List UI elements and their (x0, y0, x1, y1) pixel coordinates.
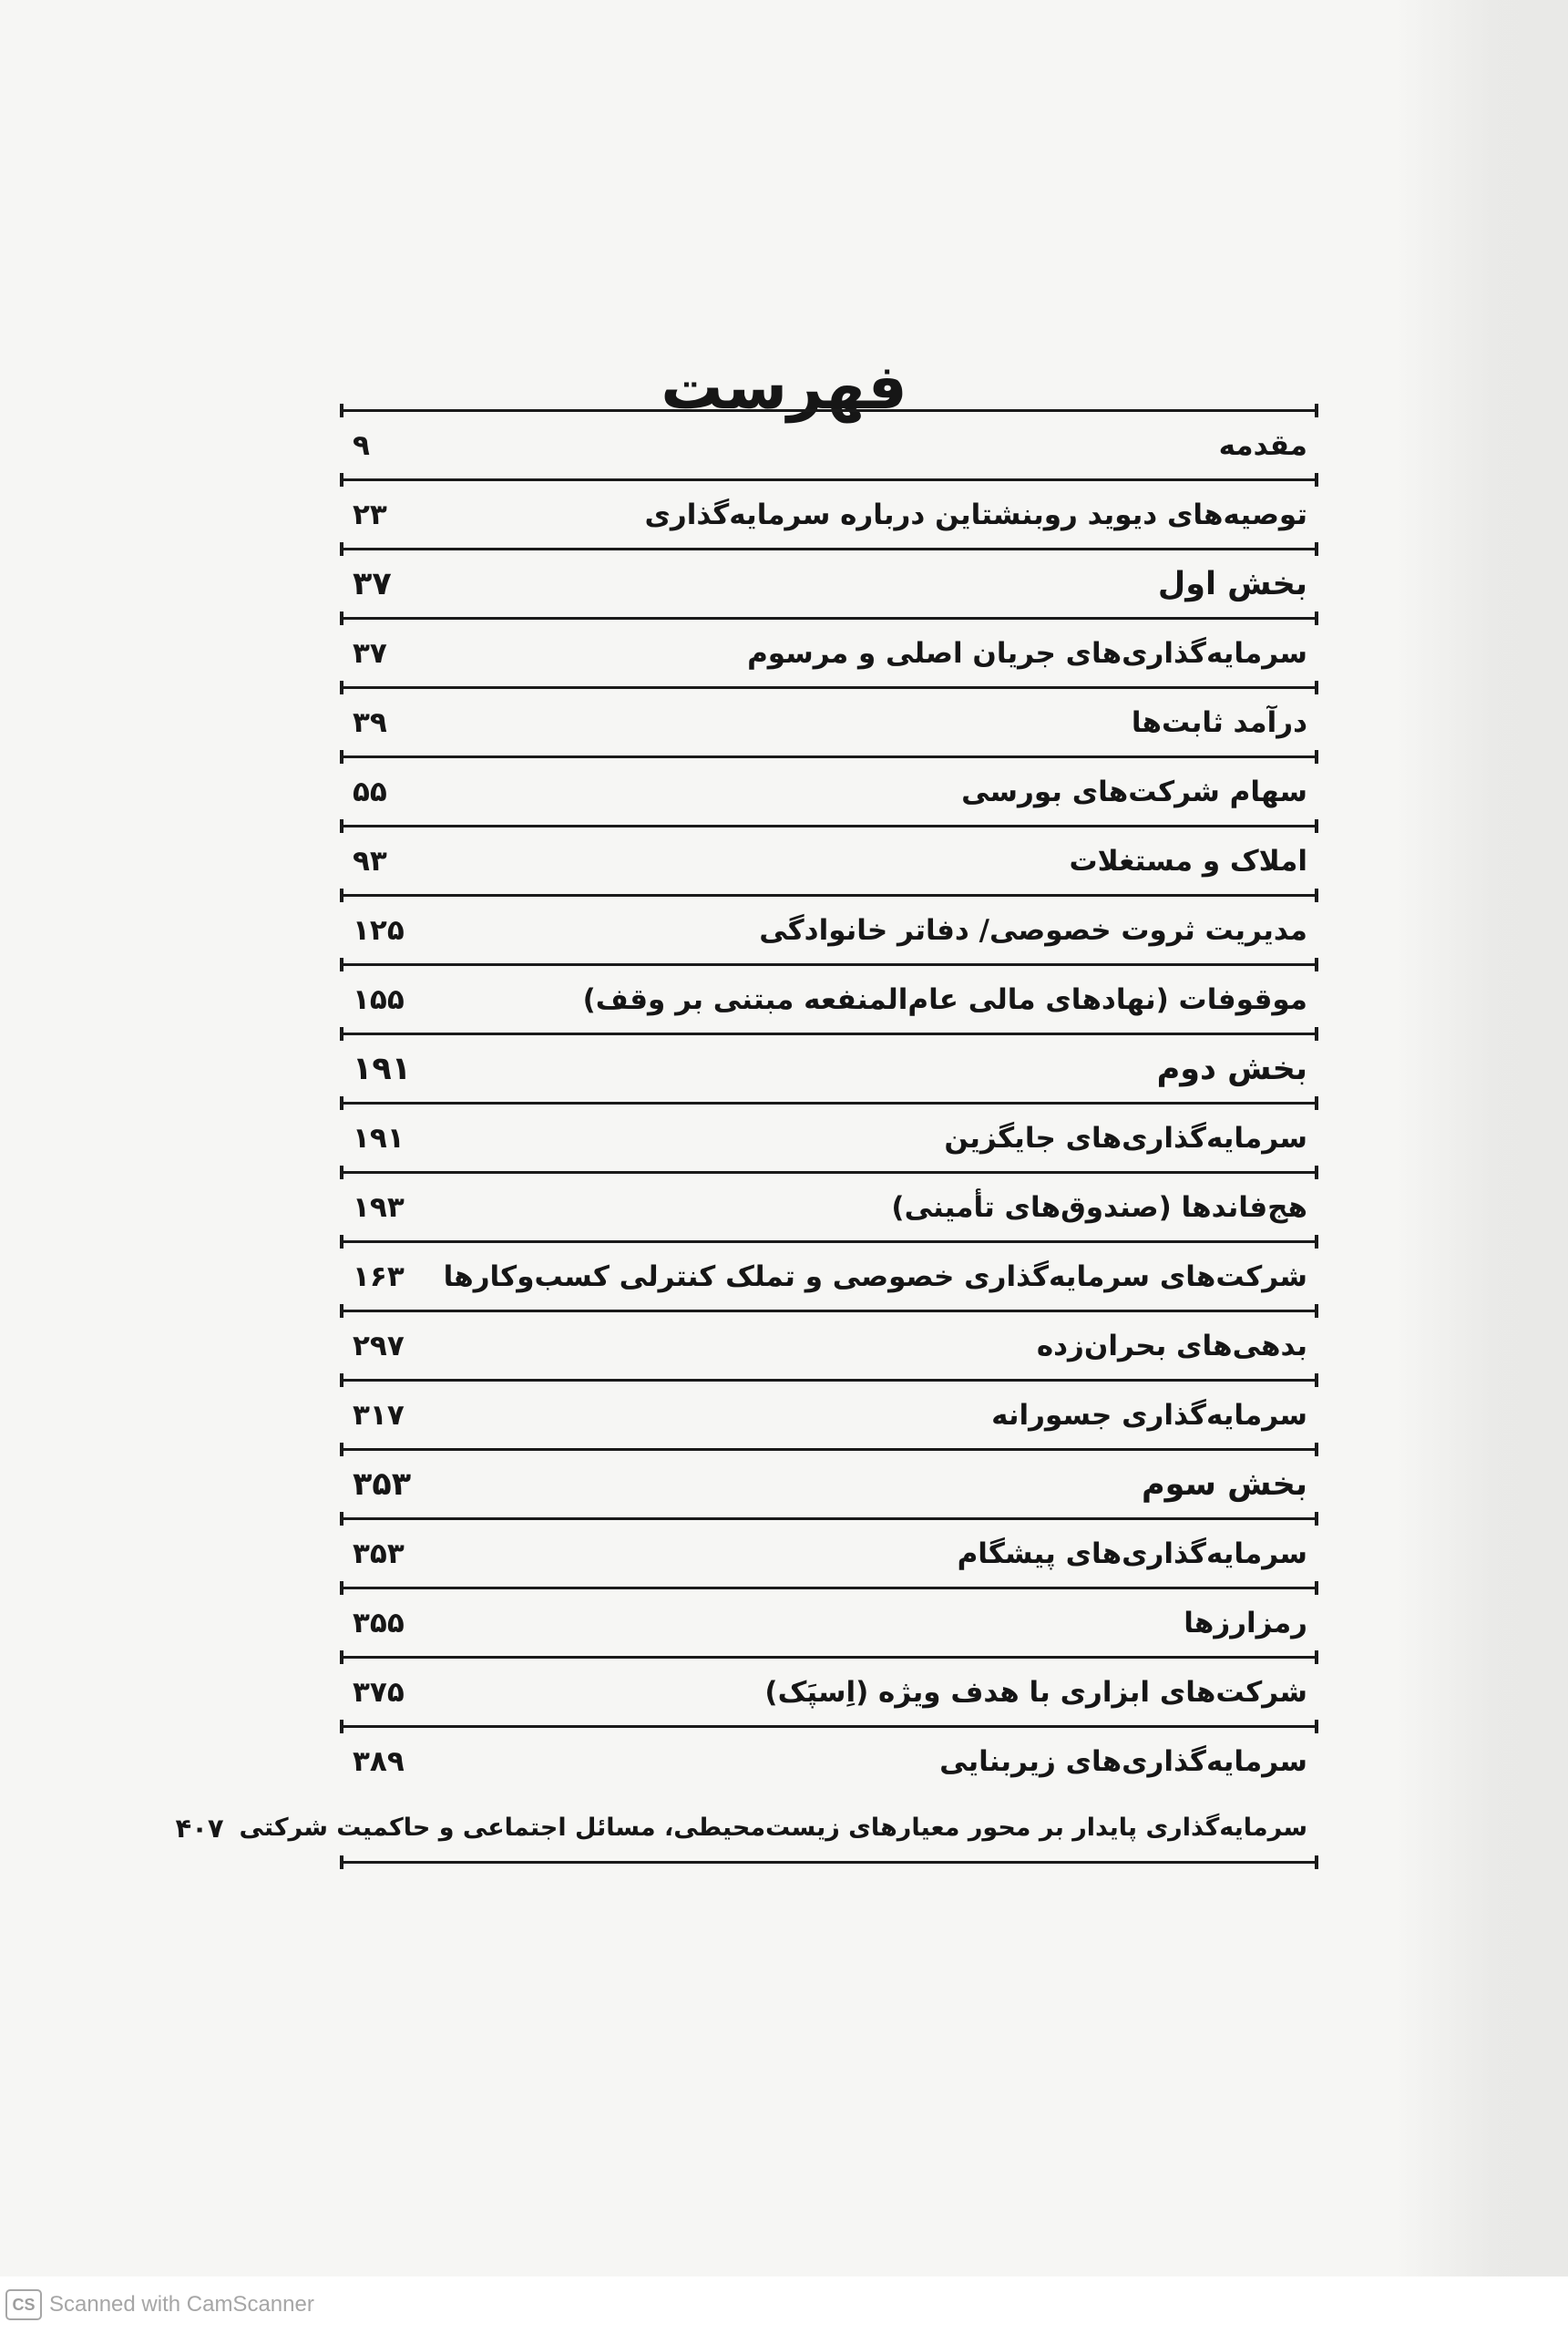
toc-entry-page: ۳۷ (353, 636, 387, 670)
toc-entry-title: سرمایه‌گذاری‌های پیشگام (957, 1536, 1307, 1570)
toc-part-heading (342, 1035, 1317, 1102)
toc-entry-page: ۱۹۳ (353, 1190, 405, 1224)
toc-rule (342, 617, 1317, 620)
toc-rule (342, 1379, 1317, 1382)
toc-rule (342, 894, 1317, 897)
camscanner-logo-icon: CS (5, 2289, 42, 2320)
toc-entry-page: ۳۵۳ (353, 1536, 405, 1570)
toc-entry-title: بدهی‌های بحران‌زده (1036, 1329, 1307, 1362)
toc-entry (342, 897, 1317, 963)
toc-entry (342, 1659, 1317, 1725)
toc-entry (342, 966, 1317, 1033)
toc-entry-page: ۳۹ (353, 705, 387, 739)
toc-rule (342, 1448, 1317, 1451)
toc-entry-page: ۳۷۵ (353, 1675, 405, 1709)
toc-entry (342, 620, 1317, 686)
toc-entry-title: رمزارزها (1184, 1606, 1307, 1639)
toc-rule (342, 1587, 1317, 1589)
toc-rule (342, 1033, 1317, 1035)
toc-entry (342, 1589, 1317, 1656)
toc-entry (342, 1105, 1317, 1171)
toc-entry-page: ۲۹۷ (353, 1329, 405, 1362)
toc-entry-title: سرمایه‌گذاری‌های زیربنایی (939, 1744, 1307, 1778)
toc-rule (342, 1725, 1317, 1728)
toc-entry-page: ۳۱۷ (353, 1398, 405, 1432)
toc-entry (342, 1243, 1317, 1310)
toc-entry (342, 827, 1317, 894)
table-of-contents (175, 409, 1317, 1864)
toc-entry (342, 1520, 1317, 1587)
toc-entry (342, 1728, 1317, 1794)
toc-rule (342, 1517, 1317, 1520)
toc-entry-title: سرمایه‌گذاری پایدار بر محور معیارهای زیست‌محیطی، مسائل اجتماعی و حاکمیت شرکتی (239, 1814, 1307, 1842)
toc-rule (342, 409, 1317, 412)
toc-rule (342, 548, 1317, 550)
toc-part-title: بخش سوم (1141, 1465, 1307, 1503)
toc-part-page: ۳۷ (353, 565, 392, 602)
toc-entry (175, 1794, 1317, 1861)
toc-part-heading (342, 1451, 1317, 1517)
toc-rule (342, 478, 1317, 481)
toc-entry (342, 689, 1317, 755)
toc-entry-title: هج‌فاندها (صندوق‌های تأمینی) (891, 1190, 1307, 1224)
toc-entry-title: توصیه‌های دیوید روبنشتاین درباره سرمایه‌گذاری (644, 498, 1307, 531)
toc-part-page: ۳۵۳ (353, 1465, 412, 1503)
toc-entry (342, 1312, 1317, 1379)
toc-entry-title: سرمایه‌گذاری‌های جریان اصلی و مرسوم (747, 636, 1307, 670)
toc-entry (342, 412, 1317, 478)
toc-rule (342, 963, 1317, 966)
toc-entry-page: ۱۹۱ (353, 1121, 405, 1155)
toc-part-page: ۱۹۱ (353, 1050, 412, 1087)
toc-entry-title: مدیریت ثروت خصوصی/ دفاتر خانوادگی (759, 913, 1307, 947)
toc-rule (342, 1656, 1317, 1659)
toc-rule (342, 1240, 1317, 1243)
toc-entry-title: مقدمه (1218, 428, 1307, 462)
toc-rule (342, 1102, 1317, 1105)
toc-entry (342, 1382, 1317, 1448)
toc-entry-title: املاک و مستغلات (1069, 844, 1307, 878)
toc-entry-page: ۱۵۵ (353, 982, 405, 1016)
toc-entry-page: ۲۳ (353, 498, 387, 531)
toc-entry-page: ۹۳ (353, 844, 387, 878)
toc-part-heading (342, 550, 1317, 617)
toc-entry-page: ۵۵ (353, 775, 387, 808)
toc-rule (342, 1861, 1317, 1864)
toc-entry-title: سهام شرکت‌های بورسی (961, 775, 1307, 808)
toc-entry-page: ۴۰۷ (175, 1812, 224, 1844)
scanner-watermark (5, 2289, 314, 2320)
toc-entry-page: ۳۸۹ (353, 1744, 405, 1778)
toc-entry-page: ۱۲۵ (353, 913, 405, 947)
toc-rule (342, 755, 1317, 758)
toc-entry-title: درآمد ثابت‌ها (1131, 705, 1307, 739)
toc-entry-title: سرمایه‌گذاری جسورانه (991, 1398, 1307, 1432)
toc-entry (342, 481, 1317, 548)
toc-entry-title: سرمایه‌گذاری‌های جایگزین (944, 1121, 1307, 1155)
toc-rule (342, 686, 1317, 689)
toc-rule (342, 1171, 1317, 1174)
toc-part-title: بخش اول (1157, 565, 1307, 602)
toc-entry-page: ۳۵۵ (353, 1606, 405, 1639)
watermark-text: Scanned with CamScanner (49, 2292, 314, 2317)
toc-entry-page: ۱۶۳ (353, 1259, 405, 1293)
toc-entry (342, 758, 1317, 825)
toc-entry (342, 1174, 1317, 1240)
toc-entry-title: موقوفات (نهادهای مالی عام‌المنفعه مبتنی بر وقف) (582, 982, 1307, 1016)
toc-entry-page: ۹ (353, 428, 370, 462)
toc-rule (342, 1310, 1317, 1312)
toc-rule (342, 825, 1317, 827)
toc-part-title: بخش دوم (1156, 1050, 1307, 1087)
toc-entry-title: شرکت‌های ابزاری با هدف ویژه (اِسپَک) (764, 1675, 1307, 1709)
toc-entry-title: شرکت‌های سرمایه‌گذاری خصوصی و تملک کنترلی کسب‌وکارها (443, 1259, 1307, 1293)
page-title: فهرست (661, 351, 907, 424)
